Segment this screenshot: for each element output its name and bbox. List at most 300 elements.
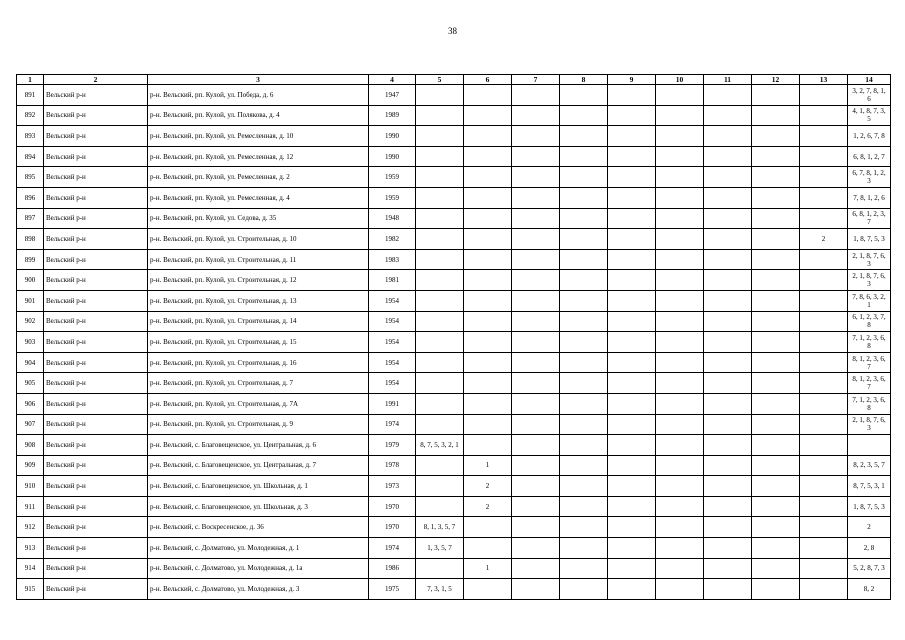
column-header: 6 [464,75,512,85]
col-11-cell [704,208,752,229]
col-12-cell [752,332,800,353]
col-13-cell [800,85,848,106]
district-cell: Вельский р-н [44,538,148,559]
col-7-cell [512,229,560,250]
col-6-cell [464,85,512,106]
col-5-cell [416,126,464,147]
address-cell: р-н. Вельский, рп. Кулой, ул. Строительная, д. 15 [148,332,369,353]
col-9-cell [608,208,656,229]
column-header: 11 [704,75,752,85]
col-8-cell [560,105,608,126]
address-cell: р-н. Вельский, рп. Кулой, ул. Строительная, д. 10 [148,229,369,250]
col-13-cell [800,579,848,600]
address-cell: р-н. Вельский, рп. Кулой, ул. Победа, д. 6 [148,85,369,106]
row-number-cell: 899 [17,249,44,270]
col-9-cell [608,249,656,270]
col-7-cell [512,290,560,311]
col-13-cell [800,517,848,538]
col-8-cell [560,538,608,559]
district-cell: Вельский р-н [44,517,148,538]
table-row [17,455,891,476]
table-row [17,85,891,106]
col-7-cell [512,332,560,353]
col-5-cell: 8, 1, 3, 5, 7 [416,517,464,538]
col-14-cell [848,435,891,456]
col-11-cell [704,332,752,353]
col-14-cell: 6, 8, 1, 2, 3, 7 [848,208,891,229]
col-6-cell [464,332,512,353]
col-13-cell [800,332,848,353]
col-6-cell [464,290,512,311]
year-cell: 1954 [369,352,416,373]
table-row [17,496,891,517]
col-7-cell [512,311,560,332]
col-9-cell [608,187,656,208]
col-11-cell [704,455,752,476]
col-13-cell [800,105,848,126]
col-14-cell: 2, 8 [848,538,891,559]
col-5-cell [416,249,464,270]
col-12-cell [752,249,800,270]
col-8-cell [560,146,608,167]
col-13-cell [800,455,848,476]
district-cell: Вельский р-н [44,558,148,579]
col-5-cell [416,393,464,414]
year-cell: 1982 [369,229,416,250]
col-6-cell: 1 [464,558,512,579]
year-cell: 1954 [369,373,416,394]
address-cell: р-н. Вельский, рп. Кулой, ул. Полякова, д. 4 [148,105,369,126]
column-header: 2 [44,75,148,85]
col-5-cell [416,105,464,126]
row-number-cell: 910 [17,476,44,497]
row-number-cell: 904 [17,352,44,373]
address-cell: р-н. Вельский, рп. Кулой, ул. Седова, д. 35 [148,208,369,229]
col-10-cell [656,393,704,414]
col-13-cell [800,249,848,270]
year-cell: 1973 [369,476,416,497]
col-11-cell [704,414,752,435]
col-13-cell [800,352,848,373]
col-9-cell [608,373,656,394]
col-7-cell [512,146,560,167]
col-13-cell [800,208,848,229]
column-header: 5 [416,75,464,85]
col-14-cell: 1, 8, 7, 5, 3 [848,496,891,517]
col-12-cell [752,558,800,579]
address-cell: р-н. Вельский, рп. Кулой, ул. Ремесленная, д. 4 [148,187,369,208]
col-12-cell [752,393,800,414]
col-13-cell [800,414,848,435]
col-14-cell: 8, 7, 5, 3, 1 [848,476,891,497]
address-cell: р-н. Вельский, с. Благовещенское, ул. Школьная, д. 3 [148,496,369,517]
district-cell: Вельский р-н [44,496,148,517]
district-cell: Вельский р-н [44,249,148,270]
col-12-cell [752,290,800,311]
col-14-cell: 2 [848,517,891,538]
col-7-cell [512,558,560,579]
row-number-cell: 909 [17,455,44,476]
col-5-cell [416,476,464,497]
col-7-cell [512,476,560,497]
col-11-cell [704,187,752,208]
col-6-cell [464,393,512,414]
col-8-cell [560,290,608,311]
col-6-cell [464,311,512,332]
year-cell: 1948 [369,208,416,229]
row-number-cell: 913 [17,538,44,559]
col-14-cell: 4, 1, 8, 7, 3, 5 [848,105,891,126]
col-7-cell [512,352,560,373]
col-13-cell [800,187,848,208]
col-10-cell [656,249,704,270]
col-13-cell [800,311,848,332]
col-14-cell: 2, 1, 8, 7, 6, 3 [848,414,891,435]
col-8-cell [560,126,608,147]
row-number-cell: 905 [17,373,44,394]
district-cell: Вельский р-н [44,167,148,188]
table-row [17,270,891,291]
col-8-cell [560,352,608,373]
col-7-cell [512,187,560,208]
col-12-cell [752,229,800,250]
col-10-cell [656,208,704,229]
col-10-cell [656,85,704,106]
col-10-cell [656,435,704,456]
col-5-cell [416,229,464,250]
col-9-cell [608,126,656,147]
col-12-cell [752,270,800,291]
col-13-cell [800,290,848,311]
column-header: 9 [608,75,656,85]
col-11-cell [704,126,752,147]
col-10-cell [656,146,704,167]
column-header: 3 [148,75,369,85]
col-10-cell [656,332,704,353]
year-cell: 1974 [369,414,416,435]
column-header: 12 [752,75,800,85]
col-13-cell [800,558,848,579]
table-body [17,85,891,600]
col-8-cell [560,558,608,579]
col-8-cell [560,332,608,353]
col-12-cell [752,414,800,435]
col-14-cell: 1, 8, 7, 5, 3 [848,229,891,250]
address-cell: р-н. Вельский, рп. Кулой, ул. Строительная, д. 9 [148,414,369,435]
col-9-cell [608,579,656,600]
col-13-cell [800,146,848,167]
table-row [17,393,891,414]
year-cell: 1974 [369,538,416,559]
row-number-cell: 911 [17,496,44,517]
row-number-cell: 900 [17,270,44,291]
col-11-cell [704,373,752,394]
col-8-cell [560,393,608,414]
col-10-cell [656,126,704,147]
col-7-cell [512,167,560,188]
address-cell: р-н. Вельский, рп. Кулой, ул. Строительная, д. 11 [148,249,369,270]
address-cell: р-н. Вельский, с. Долматово, ул. Молодежная, д. 3 [148,579,369,600]
row-number-cell: 914 [17,558,44,579]
address-cell: р-н. Вельский, рп. Кулой, ул. Строительная, д. 14 [148,311,369,332]
row-number-cell: 912 [17,517,44,538]
year-cell: 1947 [369,85,416,106]
table-row [17,435,891,456]
col-14-cell: 8, 1, 2, 3, 6, 7 [848,352,891,373]
address-cell: р-н. Вельский, рп. Кулой, ул. Строительная, д. 7А [148,393,369,414]
col-8-cell [560,187,608,208]
col-7-cell [512,126,560,147]
table-row [17,167,891,188]
col-13-cell [800,496,848,517]
col-14-cell: 6, 1, 2, 3, 7, 8 [848,311,891,332]
table-row [17,126,891,147]
registry-table [16,74,891,600]
col-11-cell [704,167,752,188]
col-6-cell [464,167,512,188]
district-cell: Вельский р-н [44,229,148,250]
table-row [17,208,891,229]
col-6-cell [464,270,512,291]
col-12-cell [752,146,800,167]
col-13-cell [800,393,848,414]
page-number: 38 [448,26,457,36]
table-row [17,187,891,208]
col-14-cell: 5, 2, 8, 7, 3 [848,558,891,579]
address-cell: р-н. Вельский, рп. Кулой, ул. Ремесленная, д. 12 [148,146,369,167]
row-number-cell: 898 [17,229,44,250]
col-6-cell [464,538,512,559]
col-9-cell [608,517,656,538]
col-10-cell [656,414,704,435]
col-6-cell [464,146,512,167]
col-6-cell [464,249,512,270]
col-5-cell [416,167,464,188]
col-14-cell: 1, 2, 6, 7, 8 [848,126,891,147]
col-5-cell: 7, 3, 1, 5 [416,579,464,600]
col-6-cell [464,208,512,229]
year-cell: 1970 [369,496,416,517]
address-cell: р-н. Вельский, рп. Кулой, ул. Ремесленная, д. 2 [148,167,369,188]
col-14-cell: 3, 2, 7, 8, 1, 6 [848,85,891,106]
col-5-cell [416,208,464,229]
district-cell: Вельский р-н [44,270,148,291]
year-cell: 1981 [369,270,416,291]
address-cell: р-н. Вельский, рп. Кулой, ул. Строительная, д. 12 [148,270,369,291]
table-row [17,352,891,373]
header-row [17,75,891,85]
col-5-cell [416,373,464,394]
col-7-cell [512,208,560,229]
row-number-cell: 908 [17,435,44,456]
col-12-cell [752,167,800,188]
row-number-cell: 896 [17,187,44,208]
col-14-cell: 8, 2, 3, 5, 7 [848,455,891,476]
address-cell: р-н. Вельский, рп. Кулой, ул. Строительная, д. 16 [148,352,369,373]
column-header: 13 [800,75,848,85]
address-cell: р-н. Вельский, с. Благовещенское, ул. Центральная, д. 7 [148,455,369,476]
col-5-cell [416,414,464,435]
col-11-cell [704,311,752,332]
col-10-cell [656,290,704,311]
table-row [17,249,891,270]
col-12-cell [752,579,800,600]
col-11-cell [704,290,752,311]
col-13-cell [800,373,848,394]
col-12-cell [752,435,800,456]
district-cell: Вельский р-н [44,290,148,311]
row-number-cell: 891 [17,85,44,106]
district-cell: Вельский р-н [44,85,148,106]
year-cell: 1990 [369,126,416,147]
col-13-cell [800,270,848,291]
col-6-cell [464,414,512,435]
column-header: 1 [17,75,44,85]
col-9-cell [608,352,656,373]
col-14-cell: 6, 8, 1, 2, 7 [848,146,891,167]
col-10-cell [656,476,704,497]
col-8-cell [560,85,608,106]
year-cell: 1959 [369,187,416,208]
col-8-cell [560,208,608,229]
row-number-cell: 895 [17,167,44,188]
col-10-cell [656,311,704,332]
col-12-cell [752,538,800,559]
col-10-cell [656,167,704,188]
col-5-cell [416,311,464,332]
col-12-cell [752,126,800,147]
col-14-cell: 8, 1, 2, 3, 6, 7 [848,373,891,394]
col-14-cell: 7, 8, 1, 2, 6 [848,187,891,208]
district-cell: Вельский р-н [44,187,148,208]
col-12-cell [752,352,800,373]
col-11-cell [704,558,752,579]
col-5-cell [416,146,464,167]
table-row [17,579,891,600]
col-8-cell [560,496,608,517]
year-cell: 1986 [369,558,416,579]
col-13-cell [800,435,848,456]
col-12-cell [752,208,800,229]
col-6-cell [464,517,512,538]
col-8-cell [560,373,608,394]
col-11-cell [704,85,752,106]
col-5-cell [416,85,464,106]
col-7-cell [512,496,560,517]
col-14-cell: 2, 1, 8, 7, 6, 3 [848,270,891,291]
col-9-cell [608,435,656,456]
col-9-cell [608,476,656,497]
col-7-cell [512,435,560,456]
col-12-cell [752,187,800,208]
address-cell: р-н. Вельский, с. Долматово, ул. Молодежная, д. 1а [148,558,369,579]
col-10-cell [656,187,704,208]
row-number-cell: 894 [17,146,44,167]
col-9-cell [608,558,656,579]
col-8-cell [560,167,608,188]
district-cell: Вельский р-н [44,105,148,126]
col-8-cell [560,517,608,538]
address-cell: р-н. Вельский, с. Благовещенское, ул. Центральная, д. 6 [148,435,369,456]
col-8-cell [560,476,608,497]
col-9-cell [608,455,656,476]
col-7-cell [512,105,560,126]
year-cell: 1979 [369,435,416,456]
col-9-cell [608,311,656,332]
row-number-cell: 892 [17,105,44,126]
col-8-cell [560,455,608,476]
col-6-cell: 1 [464,455,512,476]
col-10-cell [656,352,704,373]
district-cell: Вельский р-н [44,579,148,600]
district-cell: Вельский р-н [44,435,148,456]
col-12-cell [752,105,800,126]
year-cell: 1970 [369,517,416,538]
col-6-cell [464,352,512,373]
col-11-cell [704,270,752,291]
col-7-cell [512,393,560,414]
year-cell: 1978 [369,455,416,476]
district-cell: Вельский р-н [44,455,148,476]
col-8-cell [560,435,608,456]
col-9-cell [608,167,656,188]
col-6-cell [464,126,512,147]
col-5-cell [416,352,464,373]
address-cell: р-н. Вельский, с. Долматово, ул. Молодежная, д. 1 [148,538,369,559]
table-row [17,538,891,559]
year-cell: 1975 [369,579,416,600]
row-number-cell: 901 [17,290,44,311]
col-10-cell [656,105,704,126]
col-13-cell [800,167,848,188]
district-cell: Вельский р-н [44,352,148,373]
col-11-cell [704,229,752,250]
col-7-cell [512,373,560,394]
col-11-cell [704,146,752,167]
col-10-cell [656,270,704,291]
col-11-cell [704,579,752,600]
year-cell: 1991 [369,393,416,414]
col-14-cell: 8, 2 [848,579,891,600]
col-8-cell [560,414,608,435]
table-row [17,517,891,538]
col-9-cell [608,229,656,250]
col-12-cell [752,373,800,394]
column-header: 8 [560,75,608,85]
col-5-cell [416,496,464,517]
district-cell: Вельский р-н [44,126,148,147]
row-number-cell: 906 [17,393,44,414]
col-7-cell [512,270,560,291]
col-8-cell [560,249,608,270]
col-13-cell [800,126,848,147]
col-8-cell [560,579,608,600]
address-cell: р-н. Вельский, рп. Кулой, ул. Ремесленная, д. 10 [148,126,369,147]
row-number-cell: 915 [17,579,44,600]
table-row [17,373,891,394]
col-5-cell: 8, 7, 5, 3, 2, 1 [416,435,464,456]
col-7-cell [512,85,560,106]
row-number-cell: 907 [17,414,44,435]
column-header: 10 [656,75,704,85]
col-9-cell [608,332,656,353]
table-row [17,558,891,579]
column-header: 7 [512,75,560,85]
col-10-cell [656,538,704,559]
col-7-cell [512,414,560,435]
district-cell: Вельский р-н [44,393,148,414]
col-13-cell [800,538,848,559]
